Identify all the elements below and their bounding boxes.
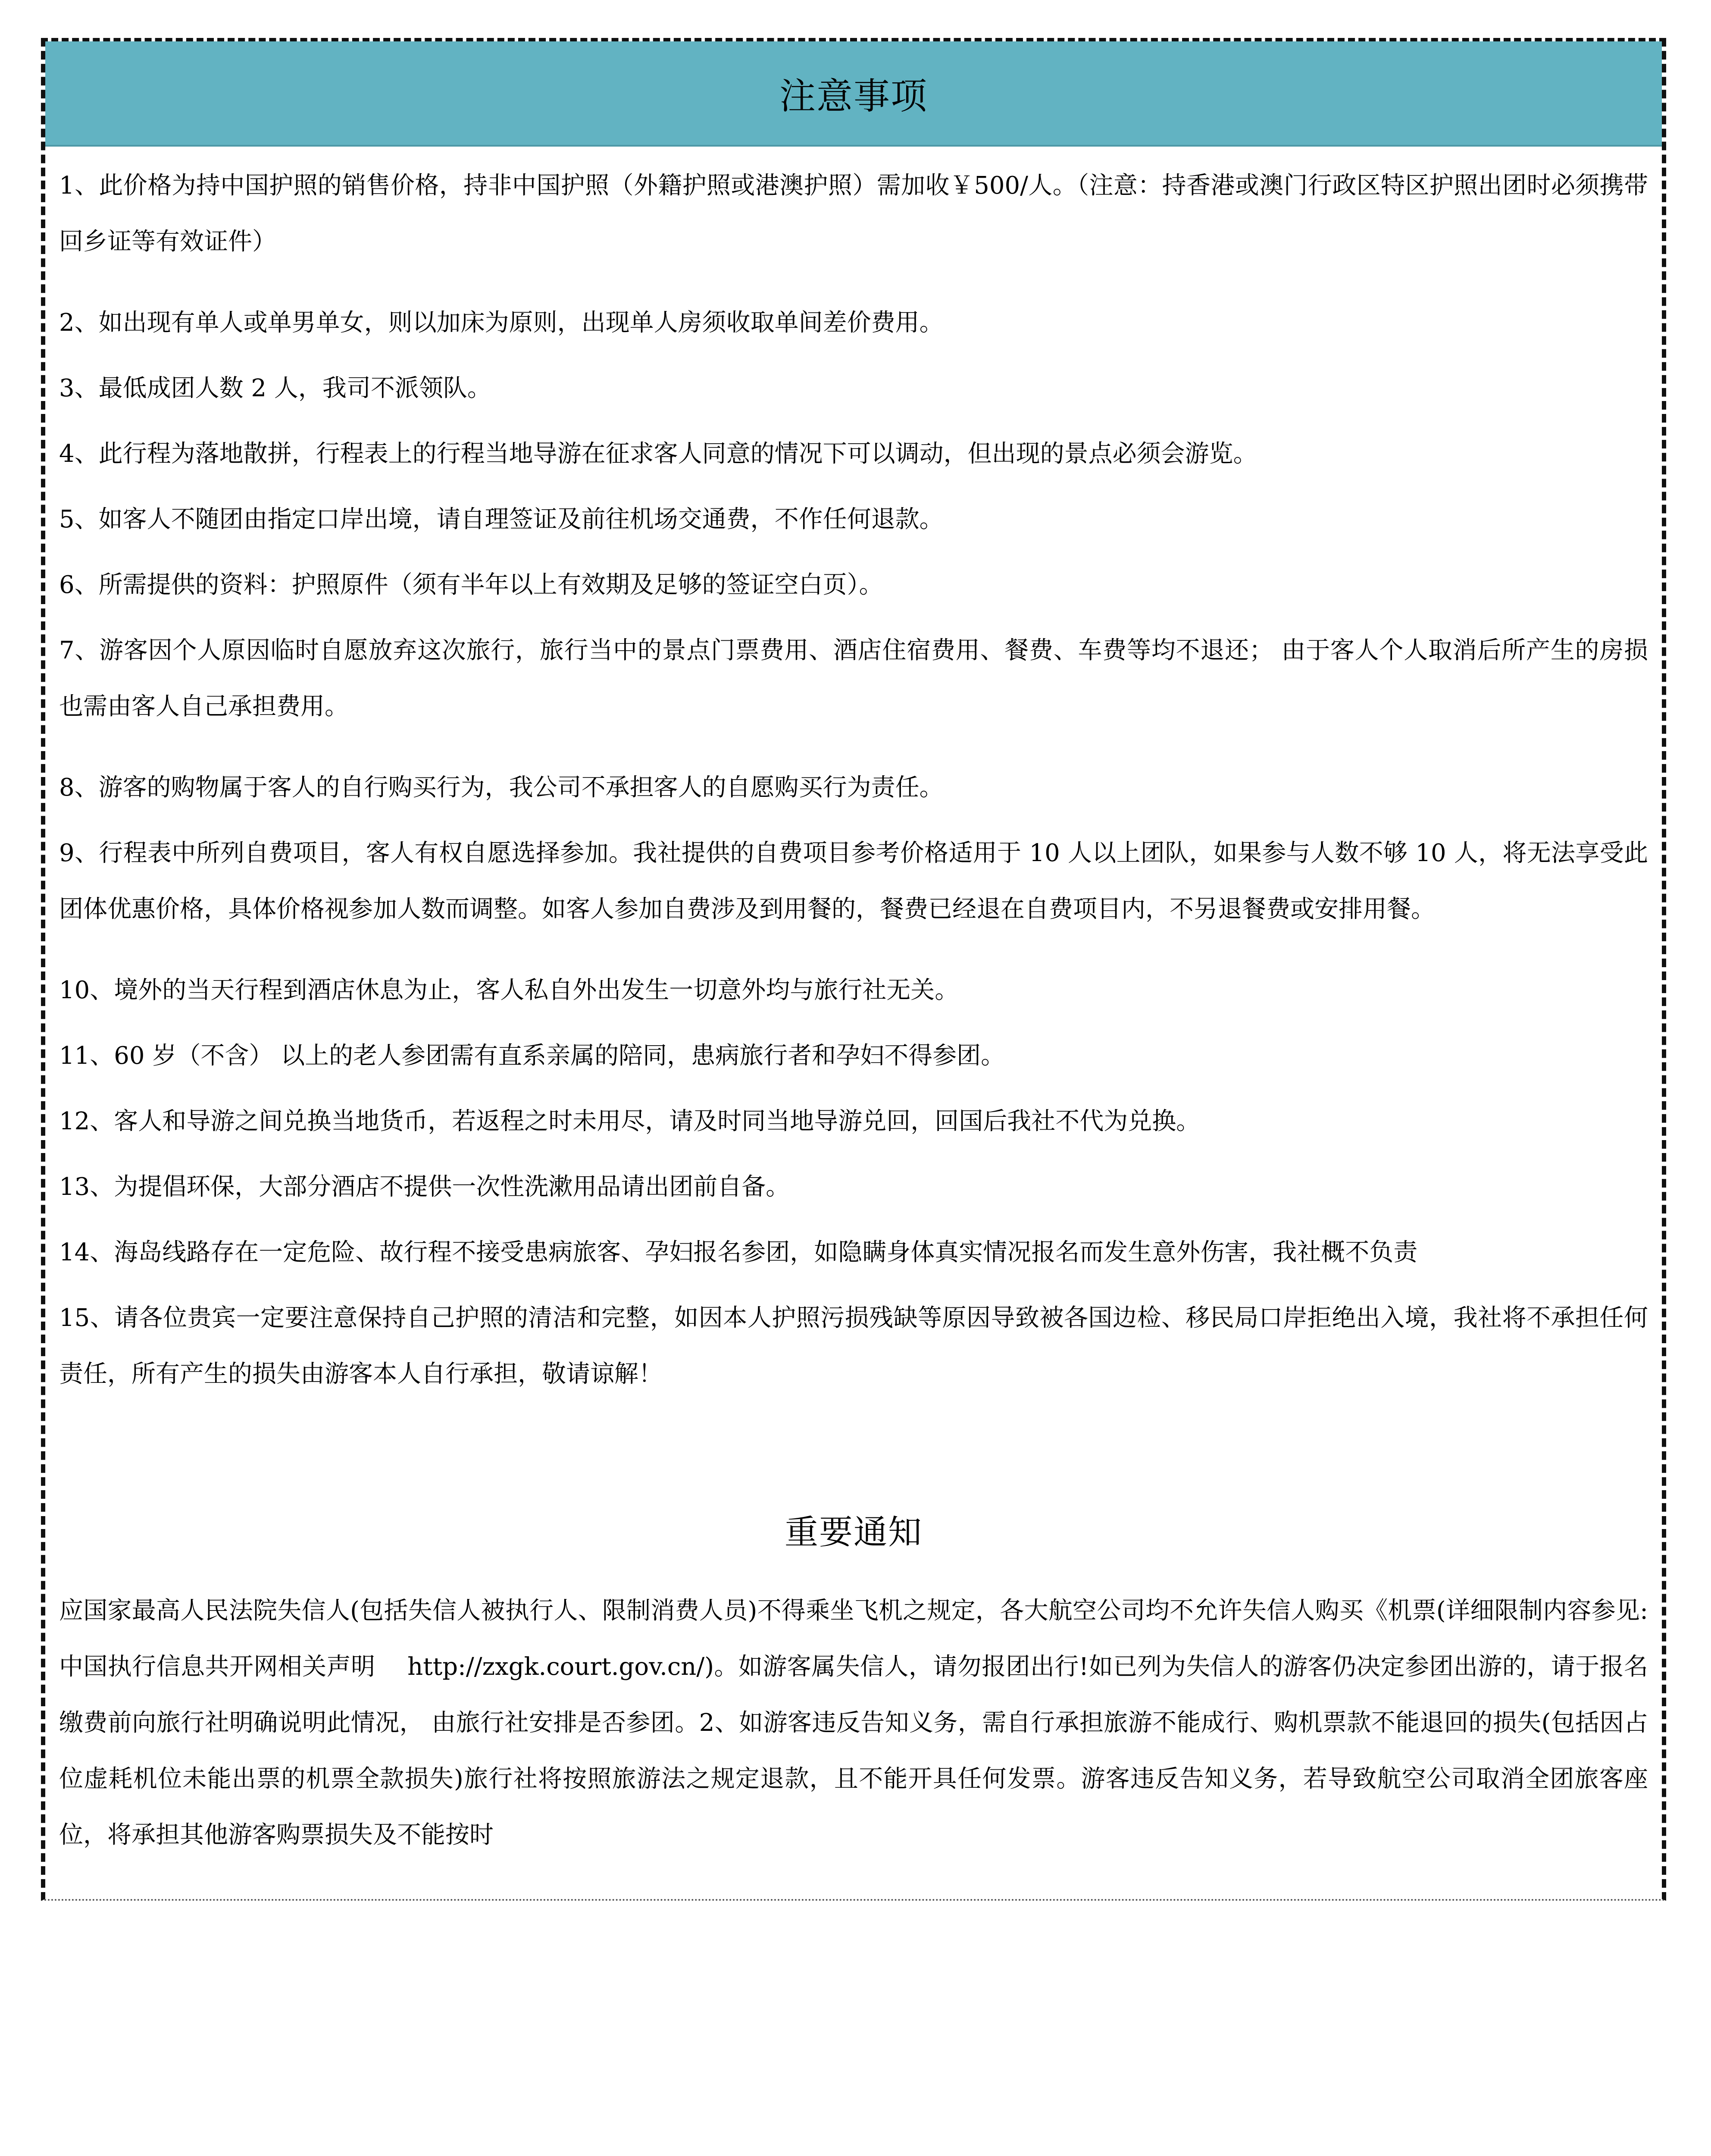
note-item: 2、如出现有单人或单男单女，则以加床为原则，出现单人房须收取单间差价费用。 (59, 309, 944, 337)
notice-title: 重要通知 (784, 1513, 923, 1552)
note-item: 13、为提倡环保，大部分酒店不提供一次性洗漱用品请出团前自备。 (59, 1173, 790, 1201)
note-item: 3、最低成团人数 2 人，我司不派领队。 (59, 374, 491, 402)
notice-body: 应国家最高人民法院失信人(包括失信人被执行人、限制消费人员)不得乘坐飞机之规定，各大航空公司均不允许失信人购买《机票(详细限制内容参见:中国执行信息共开网相关声明 http://zxgk.court.gov.cn/)。如游客属失信人，请勿报团出行!如已列为失信人的游客仍决定参团出游的，请于报名缴费前向旅行社明确说明此情况， 由旅行社安排是否参团。2、如游客违反告知义务，需自行承担旅游不能成行、购机票款不能退回的损失(包括因占位虚耗机位未能出票的机票全款损失)旅行社将按照旅游法之规定退款，且不能开具任何发票。游客违反告知义务，若导致航空公司取消全团旅客座位，将承担其他游客购票损失及不能按时 (59, 1597, 1648, 1849)
header-band (45, 41, 1662, 147)
notes-list (59, 158, 1648, 1412)
note-item: 7、游客因个人原因临时自愿放弃这次旅行，旅行当中的景点门票费用、酒店住宿费用、餐费、车费等均不退还； 由于客人个人取消后所产生的房损也需由客人自己承担费用。 (59, 636, 1648, 721)
page-title: 注意事项 (779, 75, 928, 117)
note-item: 4、此行程为落地散拼，行程表上的行程当地导游在征求客人同意的情况下可以调动，但出现的景点必须会游览。 (59, 440, 1257, 468)
note-item: 1、此价格为持中国护照的销售价格，持非中国护照（外籍护照或港澳护照）需加收￥500/人。（注意：持香港或澳门行政区特区护照出团时必须携带回乡证等有效证件） (59, 172, 1648, 256)
note-item: 6、所需提供的资料：护照原件（须有半年以上有效期及足够的签证空白页）。 (59, 571, 883, 599)
note-item: 9、行程表中所列自费项目，客人有权自愿选择参加。我社提供的自费项目参考价格适用于 10 人以上团队，如果参与人数不够 10 人，将无法享受此团体优惠价格，具体价格视参加人数而调整。如客人参加自费涉及到用餐的，餐费已经退在自费项目内，不另退餐费或安排用餐。 (59, 839, 1648, 923)
note-item: 5、如客人不随团由指定口岸出境，请自理签证及前往机场交通费，不作任何退款。 (59, 505, 944, 533)
notice-frame (41, 38, 1666, 1901)
note-item: 14、海岛线路存在一定危险、故行程不接受患病旅客、孕妇报名参团，如隐瞒身体真实情况报名而发生意外伤害，我社概不负责 (59, 1238, 1418, 1266)
note-item: 10、境外的当天行程到酒店休息为止，客人私自外出发生一切意外均与旅行社无关。 (59, 976, 959, 1004)
note-item: 12、客人和导游之间兑换当地货币，若返程之时未用尽，请及时同当地导游兑回，回国后我社不代为兑换。 (59, 1107, 1201, 1135)
note-item: 8、游客的购物属于客人的自行购买行为，我公司不承担客人的自愿购买行为责任。 (59, 774, 944, 802)
note-item: 15、请各位贵宾一定要注意保持自己护照的清洁和完整，如因本人护照污损残缺等原因导致被各国边检、移民局口岸拒绝出入境，我社将不承担任何责任，所有产生的损失由游客本人自行承担，敬请谅解！ (59, 1304, 1648, 1388)
note-item: 11、60 岁（不含） 以上的老人参团需有直系亲属的陪同，患病旅行者和孕妇不得参团。 (59, 1042, 1005, 1070)
